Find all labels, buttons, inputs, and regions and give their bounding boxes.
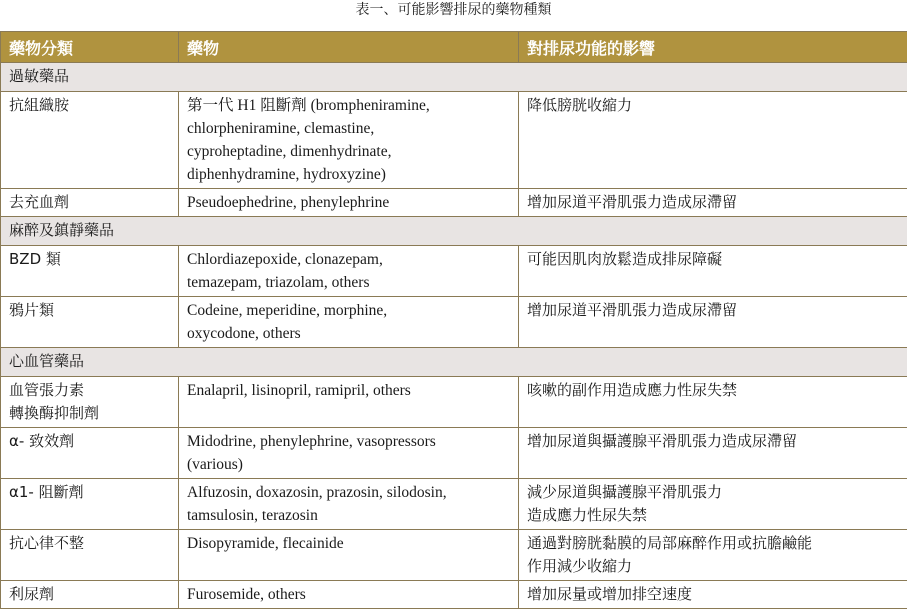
drug-class-cell: α- 致效劑 [1, 428, 179, 479]
table-row [1, 581, 907, 609]
drugs-cell: Alfuzosin, doxazosin, prazosin, silodosin, tamsulosin, terazosin [179, 479, 519, 530]
drugs-cell: Enalapril, lisinopril, ramipril, others [179, 377, 519, 428]
category-row [1, 217, 907, 246]
drugs-cell: Furosemide, others [179, 581, 519, 609]
header-drugs: 藥物 [179, 32, 519, 63]
effect-cell: 增加尿量或增加排空速度 [519, 581, 907, 609]
table-row [1, 428, 907, 479]
effect-cell: 增加尿道與攝護腺平滑肌張力造成尿滯留 [519, 428, 907, 479]
table-header-row [1, 32, 907, 63]
header-effect: 對排尿功能的影響 [519, 32, 907, 63]
drugs-cell: 第一代 H1 阻斷劑 (brompheniramine, chlorpheniramine, clemastine, cyproheptadine, dimenhydrinate, diphenhydramine, hydroxyzine) [179, 92, 519, 189]
category-label: 心血管藥品 [1, 348, 907, 377]
effect-cell: 減少尿道與攝護腺平滑肌張力 造成應力性尿失禁 [519, 479, 907, 530]
effect-cell: 通過對膀胱黏膜的局部麻醉作用或抗膽鹼能 作用減少收縮力 [519, 530, 907, 581]
category-row [1, 63, 907, 92]
category-row [1, 348, 907, 377]
drugs-cell: Codeine, meperidine, morphine, oxycodone, others [179, 297, 519, 348]
effect-cell: 增加尿道平滑肌張力造成尿滯留 [519, 189, 907, 217]
drugs-cell: Pseudoephedrine, phenylephrine [179, 189, 519, 217]
drug-class-cell: α1- 阻斷劑 [1, 479, 179, 530]
drug-class-cell: 鴉片類 [1, 297, 179, 348]
table-row [1, 246, 907, 297]
category-label: 麻醉及鎮靜藥品 [1, 217, 907, 246]
table-row [1, 92, 907, 189]
table-row [1, 479, 907, 530]
effect-cell: 咳嗽的副作用造成應力性尿失禁 [519, 377, 907, 428]
drug-class-cell: BZD 類 [1, 246, 179, 297]
drug-class-cell: 血管張力素 轉換酶抑制劑 [1, 377, 179, 428]
drugs-cell: Chlordiazepoxide, clonazepam, temazepam, triazolam, others [179, 246, 519, 297]
drugs-cell: Midodrine, phenylephrine, vasopressors (various) [179, 428, 519, 479]
drug-class-cell: 去充血劑 [1, 189, 179, 217]
table-caption: 表一、可能影響排尿的藥物種類 [0, 0, 907, 24]
drug-class-cell: 抗心律不整 [1, 530, 179, 581]
table-row [1, 377, 907, 428]
table-row [1, 530, 907, 581]
header-drug-class: 藥物分類 [1, 32, 179, 63]
effect-cell: 可能因肌肉放鬆造成排尿障礙 [519, 246, 907, 297]
table-row [1, 297, 907, 348]
effect-cell: 降低膀胱收縮力 [519, 92, 907, 189]
table-row [1, 189, 907, 217]
drug-table [0, 31, 907, 609]
drugs-cell: Disopyramide, flecainide [179, 530, 519, 581]
effect-cell: 增加尿道平滑肌張力造成尿滯留 [519, 297, 907, 348]
drug-class-cell: 利尿劑 [1, 581, 179, 609]
category-label: 過敏藥品 [1, 63, 907, 92]
drug-class-cell: 抗組織胺 [1, 92, 179, 189]
